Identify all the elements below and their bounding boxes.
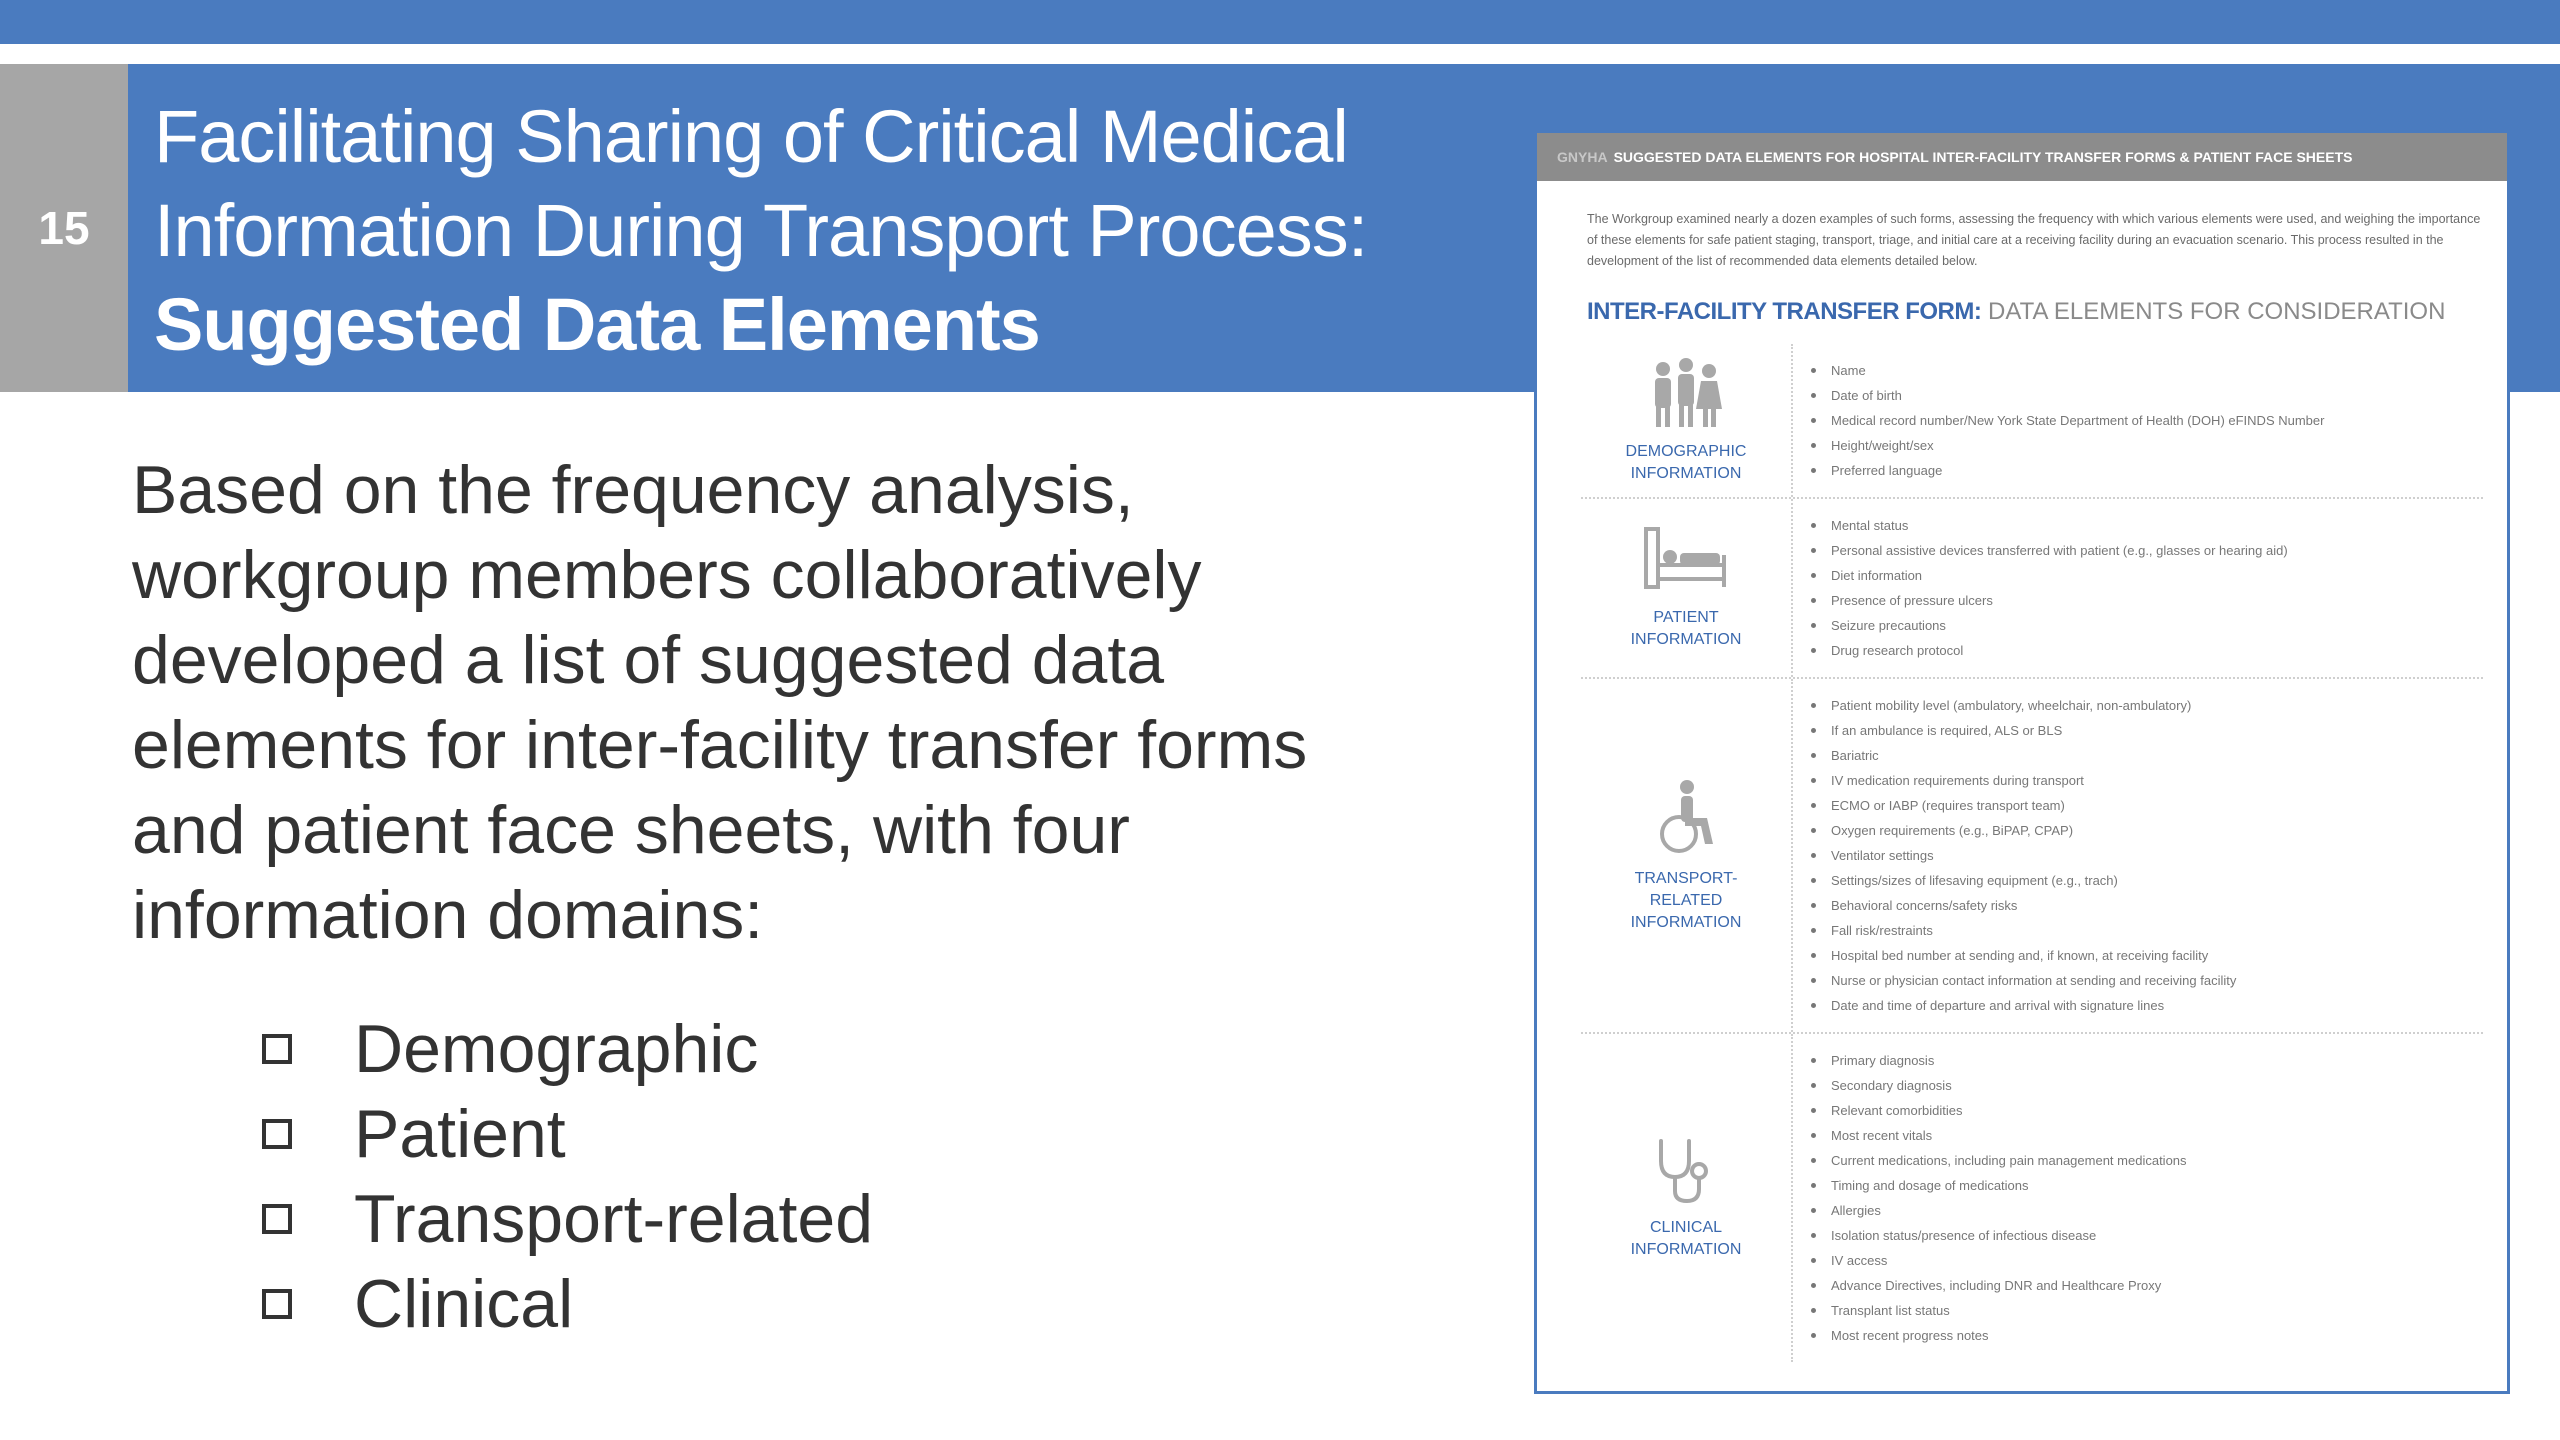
title-line-2: Information During Transport Process: [154, 189, 1368, 272]
list-item: Mental status [1831, 513, 2483, 538]
list-item: Allergies [1831, 1198, 2483, 1223]
domain-clinical [1581, 1034, 2483, 1362]
list-item: Timing and dosage of medications [1831, 1173, 2483, 1198]
hospital-bed-icon [1640, 525, 1732, 597]
domain-transport [1581, 679, 2483, 1034]
list-item: Diet information [1831, 563, 2483, 588]
list-item: Medical record number/New York State Department of Health (DOH) eFINDS Number [1831, 408, 2483, 433]
list-item: Height/weight/sex [1831, 433, 2483, 458]
list-item: Nurse or physician contact information at sending and receiving facility [1831, 968, 2483, 993]
body-line-1: Based on the frequency analysis, [132, 452, 1134, 528]
document-thumbnail [1534, 130, 2510, 1394]
stethoscope-icon [1651, 1135, 1721, 1207]
list-item: Date and time of departure and arrival with signature lines [1831, 993, 2483, 1018]
list-item: Hospital bed number at sending and, if known, at receiving facility [1831, 943, 2483, 968]
document-intro: The Workgroup examined nearly a dozen examples of such forms, assessing the frequency with which various elements were used, and weighing the importance of these elements for safe patient staging, transport, triage, and initial care at a receiving facility during an evacuation scenario. This process resulted in the development of the list of recommended data elements detailed below. [1587, 212, 2481, 268]
list-item: Ventilator settings [1831, 843, 2483, 868]
list-item: Personal assistive devices transferred with patient (e.g., glasses or hearing aid) [1831, 538, 2483, 563]
list-item: Presence of pressure ulcers [1831, 588, 2483, 613]
bullet-item: Patient [262, 1091, 873, 1176]
list-item: ECMO or IABP (requires transport team) [1831, 793, 2483, 818]
list-item: Most recent progress notes [1831, 1323, 2483, 1348]
checkbox-square-icon [262, 1204, 292, 1234]
list-item: Advance Directives, including DNR and Healthcare Proxy [1831, 1273, 2483, 1298]
title-line-1: Facilitating Sharing of Critical Medical [154, 95, 1348, 178]
document-header-title: SUGGESTED DATA ELEMENTS FOR HOSPITAL INTER-FACILITY TRANSFER FORMS & PATIENT FACE SHEETS [1613, 149, 2353, 165]
document-section-title: INTER-FACILITY TRANSFER FORM: DATA ELEMENTS FOR CONSIDERATION [1587, 298, 2446, 325]
people-icon [1643, 357, 1729, 431]
list-item: Settings/sizes of lifesaving equipment (e.g., trach) [1831, 868, 2483, 893]
list-item: Behavioral concerns/safety risks [1831, 893, 2483, 918]
list-item: Drug research protocol [1831, 638, 2483, 663]
list-item: IV medication requirements during transport [1831, 768, 2483, 793]
body-line-3: developed a list of suggested data [132, 622, 1165, 698]
domain-patient [1581, 499, 2483, 679]
list-item: Bariatric [1831, 743, 2483, 768]
body-paragraph [132, 448, 1452, 958]
list-item: Seizure precautions [1831, 613, 2483, 638]
body-line-6: information domains: [132, 877, 764, 953]
bullet-item: Transport-related [262, 1176, 873, 1261]
checkbox-square-icon [262, 1119, 292, 1149]
list-item: IV access [1831, 1248, 2483, 1273]
list-item: Current medications, including pain management medications [1831, 1148, 2483, 1173]
bullet-item: Demographic [262, 1006, 873, 1091]
list-item: Patient mobility level (ambulatory, wheelchair, non-ambulatory) [1831, 693, 2483, 718]
list-item: If an ambulance is required, ALS or BLS [1831, 718, 2483, 743]
body-line-5: and patient face sheets, with four [132, 792, 1130, 868]
list-item: Oxygen requirements (e.g., BiPAP, CPAP) [1831, 818, 2483, 843]
list-item: Isolation status/presence of infectious disease [1831, 1223, 2483, 1248]
list-item: Primary diagnosis [1831, 1048, 2483, 1073]
document-header [1537, 133, 2507, 181]
domain-label: CLINICAL INFORMATION [1630, 1219, 1742, 1258]
body-line-2: workgroup members collaboratively [132, 537, 1202, 613]
list-item: Date of birth [1831, 383, 2483, 408]
top-accent-bar [0, 0, 2560, 44]
list-item: Relevant comorbidities [1831, 1098, 2483, 1123]
body-line-4: elements for inter-facility transfer forms [132, 707, 1308, 783]
bullet-item: Clinical [262, 1261, 873, 1346]
list-item: Name [1831, 358, 2483, 383]
domain-demographic [1581, 344, 2483, 499]
checkbox-square-icon [262, 1289, 292, 1319]
domain-label: PATIENT INFORMATION [1630, 609, 1742, 648]
list-item: Fall risk/restraints [1831, 918, 2483, 943]
domain-bullet-list [262, 1006, 873, 1346]
list-item: Transplant list status [1831, 1298, 2483, 1323]
checkbox-square-icon [262, 1034, 292, 1064]
domain-label: DEMOGRAPHIC INFORMATION [1625, 442, 1747, 482]
document-brand: GNYHA [1557, 149, 1608, 165]
slide-number: 15 [0, 64, 128, 392]
wheelchair-icon [1651, 778, 1721, 858]
domain-label: TRANSPORT-RELATED INFORMATION [1630, 869, 1742, 931]
list-item: Preferred language [1831, 458, 2483, 483]
list-item: Most recent vitals [1831, 1123, 2483, 1148]
slide-title [154, 90, 1454, 372]
list-item: Secondary diagnosis [1831, 1073, 2483, 1098]
title-line-3: Suggested Data Elements [154, 283, 1040, 366]
